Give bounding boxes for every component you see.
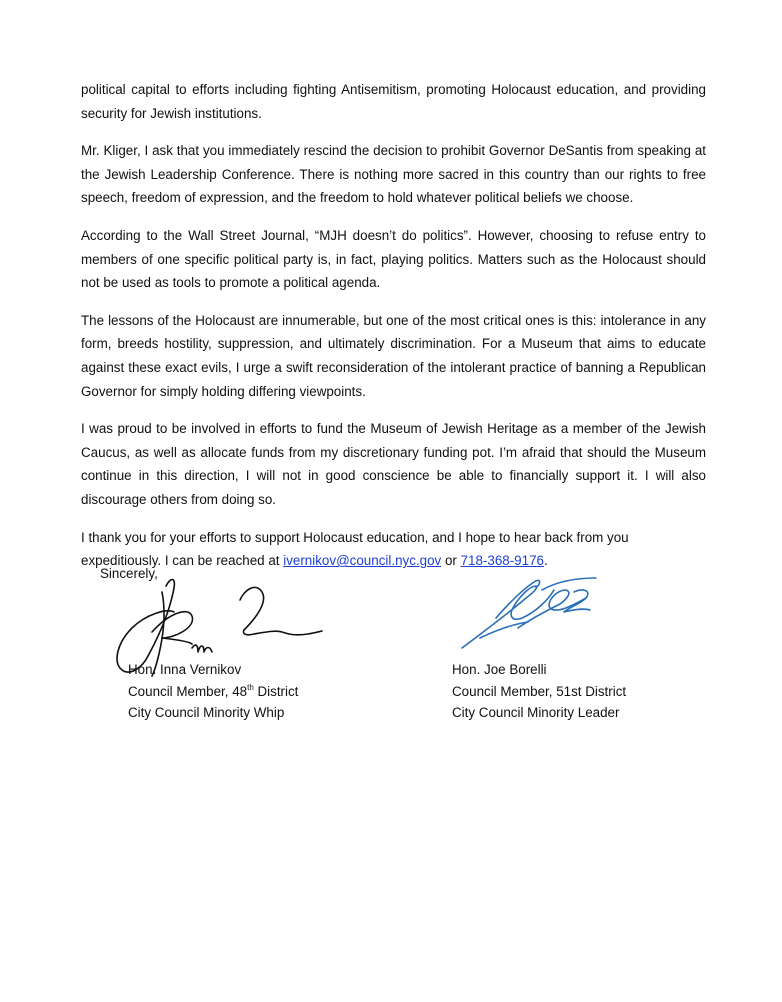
contact-text-before: I thank you for your efforts to support Holocaust education, and I hope to hear back from you expeditiously. I can be reached at (81, 529, 629, 569)
signer-role: City Council Minority Whip (128, 705, 285, 720)
signer-vernikov (128, 659, 298, 724)
paragraph-2: Mr. Kliger, I ask that you immediately rescind the decision to prohibit Governor DeSantis from speaking at the Jewish Leadership Conference. There is nothing more sacred in this country than our rights to free speech, freedom of expression, and the freedom to hold whatever political beliefs we choose. (81, 143, 706, 206)
signer-role: City Council Minority Leader (452, 705, 620, 720)
signer-name: Hon. Joe Borelli (452, 662, 547, 677)
paragraph-4: The lessons of the Holocaust are innumerable, but one of the most critical ones is this: intolerance in any form, breeds hostility, suppression, and ultimately discrimination. For a Museum that aims to educate against these exact evils, I urge a swift reconsideration of the intolerant practice of banning a Republican Governor for simply holding differing viewpoints. (81, 312, 706, 399)
contact-text-after: . (543, 553, 548, 569)
phone-link[interactable]: 718-368-9176 (460, 553, 544, 569)
signer-name: Hon. Inna Vernikov (128, 662, 242, 677)
letter-body (81, 78, 706, 587)
signature-borelli (456, 568, 616, 658)
closing-salutation: Sincerely, (100, 566, 158, 581)
paragraph-contact (81, 526, 706, 573)
paragraph-5: I was proud to be involved in efforts to fund the Museum of Jewish Heritage as a member of the Jewish Caucus, as well as allocate funds from my discretionary funding pot. I’m afraid that should the Museum continue in this direction, I will not in good conscience be able to financially support it. I will also discourage others from doing so. (81, 421, 706, 507)
signer-title: Council Member, 48th District (128, 682, 299, 699)
paragraph-3: According to the Wall Street Journal, “MJH doesn’t do politics”. However, choosing to refuse entry to members of one specific political party is, in fact, playing politics. Matters such as the Holocaust should not be used as tools to promote a political agenda. (81, 227, 706, 291)
signer-title: Council Member, 51st District (452, 683, 627, 699)
signer-borelli (452, 659, 626, 724)
contact-text-between: or (441, 553, 461, 569)
email-link[interactable]: ivernikov@council.nyc.gov (283, 553, 442, 569)
paragraph-1: political capital to efforts including fighting Antisemitism, promoting Holocaust education, and providing security for Jewish institutions. (81, 82, 706, 121)
